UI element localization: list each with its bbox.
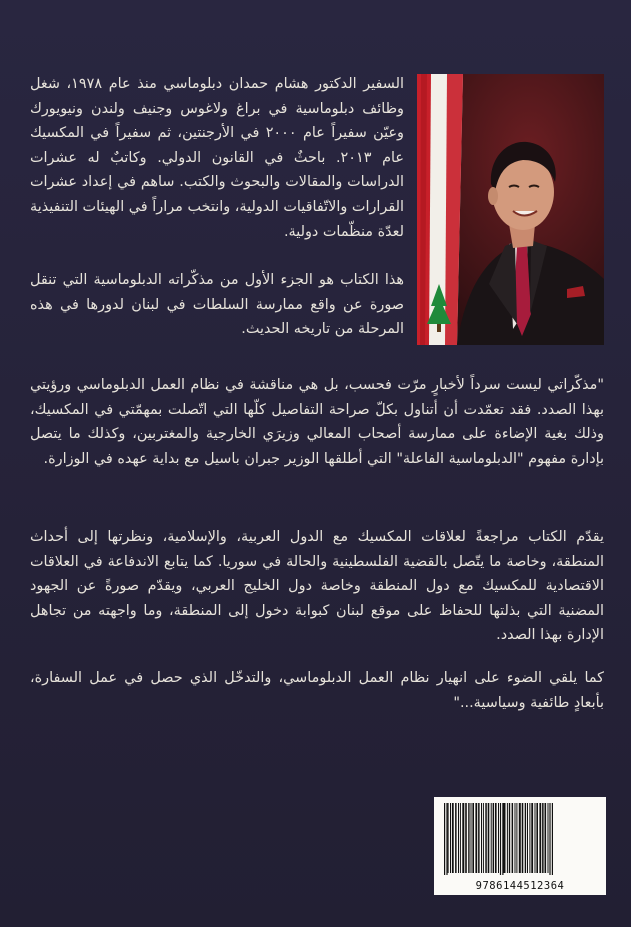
lebanese-flag [417,74,463,345]
barcode-bar [536,803,538,873]
barcode-bar [485,803,487,873]
barcode-bar [460,803,461,873]
barcode-bar [519,803,521,873]
barcode-bar [535,803,536,873]
barcode-bar [471,803,472,873]
barcode-bar [465,803,467,873]
barcode-bar [525,803,526,873]
barcode-bar [515,803,516,873]
blurb-paragraph-relations: يقدّم الكتاب مراجعةً لعلاقات المكسيك مع الدول العربية، والإسلامية، ونظرتها إلى أحداث المنطقة، وخاصة ما يتّصل بالقضية الفلسطينية والحالة في سوريا. كما يتابع الاندفاعة في العلاقات الاقتصادية للمكسيك مع دول المنطقة وخاصة دول الخليج العربي، ويقدّم صورةً عن الجهود المضنية التي بذلتها للحفاظ على موقع لبنان كبوابة دخول إلى المنطقة، وما واجهته من تجاهل الإدارة بهذا الصدد. [30,529,604,644]
barcode-bar [498,803,499,873]
author-bio-paragraph: السفير الدكتور هشام حمدان دبلوماسي منذ عام ١٩٧٨، شغل وظائف دبلوماسية في براغ ولاغوس وجنيف ولندن ونيويورك وعيّن سفيراً عام ٢٠٠٠ في الأرجنتين، ثم سفيراً في المكسيك عام ٢٠١٣. باحثٌ في القانون الدولي. وكاتبٌ له عشرات الدراسات والمقالات والبحوث والكتب. ساهم في إعداد عشرات القرارات والاتّفاقيات الدولية، وانتخب مراراً في الهيئات التنفيذية لعدّة منظّمات دولية. [30,76,404,240]
author-photo [417,74,604,345]
barcode-bar [462,803,464,873]
book-summary-paragraph: هذا الكتاب هو الجزء الأول من مذكّراته الدبلوماسية التي تنقل صورة عن واقع ممارسة السلطات في لبنان لدورها في هذه المرحلة من تاريخه الحديث. [30,272,404,338]
barcode-guard-bar [446,803,447,875]
barcode-bar [529,803,530,873]
barcode-bar [483,803,484,873]
barcode-guard-bar [444,803,445,875]
barcode-bar [472,803,474,873]
author-portrait-illustration [417,74,604,345]
barcode-bar [495,803,497,873]
barcode-bar [507,803,508,873]
barcode-bar [516,803,517,873]
barcode-bar [450,803,451,873]
barcode-bar [512,803,513,873]
barcode-bar [545,803,547,873]
barcode-bar [509,803,510,873]
isbn-barcode [434,797,606,895]
barcode-bar [475,803,477,873]
barcode-bar [531,803,533,873]
barcode-bar [458,803,459,873]
barcode-bar [539,803,541,873]
barcode-bar [448,803,449,873]
barcode-bar [455,803,457,873]
barcode-bar [481,803,482,873]
barcode-bar [493,803,495,873]
barcode-bar [491,803,492,873]
barcode-bar [452,803,454,873]
barcode-guard-bar [502,803,503,875]
barcode-guard-bar [552,803,553,875]
barcode-bar [542,803,544,873]
barcode-bars [442,803,598,875]
blurb-paragraph-memoirs: "مذكّراتي ليست سرداً لأخبارٍ مرّت فحسب، بل هي مناقشة في نظام العمل الدبلوماسي ورؤيتي بهذا الصدد. فقد تعمّدت أن أتناول بكلّ صراحة التفاصيل كلّها التي اتّصلت بمهمّتي في المكسيك، وذلك بغية الإضاءة على ممارسة أصحاب المعالي وزيرَي الخارجية والمغتربين، وكذلك ما يتصل بإدارة مفهوم "الدبلوماسية الفاعلة" التي أطلقها الوزير جبران باسيل مع بداية عهده في الوزارة. [30,377,604,467]
barcode-guard-bar [500,803,501,875]
barcode-bar [527,803,528,873]
barcode-bar [488,803,490,873]
barcode-bar [478,803,480,873]
barcode-bar [522,803,524,873]
barcode-bar [504,803,506,873]
blurb-paragraph-collapse: كما يلقي الضوء على انهيار نظام العمل الدبلوماسي، والتدخّل الذي حصل في عمل السفارة، بأبعادٍ طائفية وسياسية..." [30,670,604,711]
barcode-bar [548,803,549,873]
isbn-number: 9786144512364 [475,880,565,892]
barcode-guard-bar [549,803,550,875]
barcode-bar [468,803,469,873]
